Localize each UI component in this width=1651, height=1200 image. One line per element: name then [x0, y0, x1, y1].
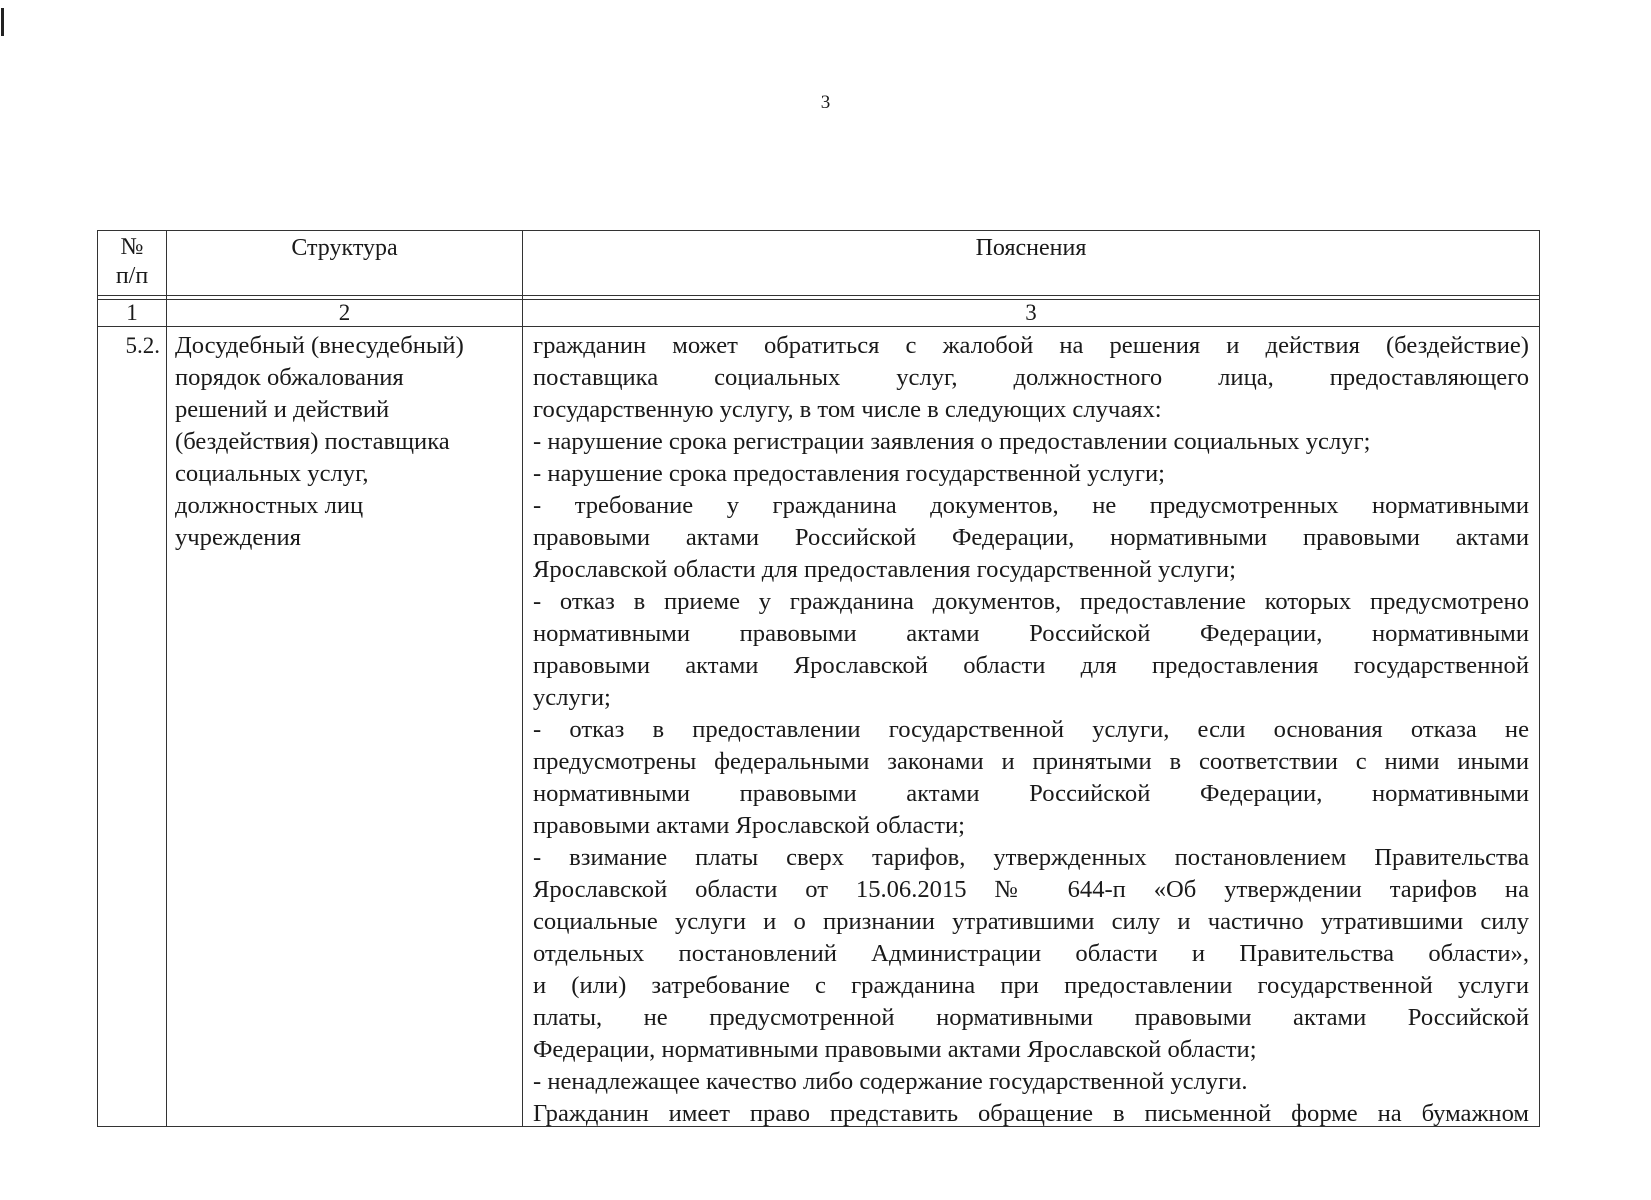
explanation-line: платы, не предусмотренной нормативными правовыми актами Российской: [533, 1004, 1529, 1031]
header-num-line-2: п/п: [115, 263, 149, 289]
explanation-line: - отказ в приеме у гражданина документов, предоставление которых предусмотрено: [533, 588, 1529, 615]
structure-line: (бездействия) поставщика: [175, 428, 450, 455]
explanation-line: - отказ в предоставлении государственной услуги, если основания отказа не: [533, 716, 1529, 743]
structure-cell: [167, 327, 523, 1127]
explanation-line: правовыми актами Ярославской области для предоставления государственной: [533, 652, 1529, 679]
explanation-line: Гражданин имеет право представить обращение в письменной форме на бумажном: [533, 1100, 1529, 1126]
explanation-line: Ярославской области для предоставления государственной услуги;: [533, 556, 1236, 583]
page-number: 3: [820, 92, 831, 113]
explanation-line: - требование у гражданина документов, не предусмотренных нормативными: [533, 492, 1529, 519]
explanation-line: - ненадлежащее качество либо содержание государственной услуги.: [533, 1068, 1248, 1095]
table-header-row: [98, 231, 1540, 296]
explanation-line: - нарушение срока регистрации заявления о предоставлении социальных услуг;: [533, 428, 1371, 455]
explanation-line: Федерации, нормативными правовыми актами Ярославской области;: [533, 1036, 1257, 1063]
explanation-line: - нарушение срока предоставления государственной услуги;: [533, 460, 1165, 487]
explanation-line: нормативными правовыми актами Российской Федерации, нормативными: [533, 620, 1529, 647]
explanation-cell: [523, 327, 1540, 1127]
explanation-line: нормативными правовыми актами Российской Федерации, нормативными: [533, 780, 1529, 807]
column-number: 2: [167, 300, 523, 327]
header-num-line-1: №: [120, 234, 144, 260]
explanation-line: поставщика социальных услуг, должностного лица, предоставляющего: [533, 364, 1529, 391]
structure-line: должностных лиц: [175, 492, 364, 519]
header-structure: Структура: [167, 231, 523, 296]
explanation-line: государственную услугу, в том числе в следующих случаях:: [533, 396, 1162, 423]
explanation-line: Ярославской области от 15.06.2015 № 644-п «Об утверждении тарифов на: [533, 876, 1529, 903]
column-number-row: [98, 300, 1540, 327]
header-num: [98, 231, 167, 296]
explanation-line: услуги;: [533, 684, 611, 711]
column-number: 1: [98, 300, 167, 327]
explanation-line: правовыми актами Российской Федерации, нормативными правовыми актами: [533, 524, 1529, 551]
structure-line: социальных услуг,: [175, 460, 369, 487]
column-number: 3: [523, 300, 1540, 327]
explanation-line: и (или) затребование с гражданина при предоставлении государственной услуги: [533, 972, 1529, 999]
explanation-line: правовыми актами Ярославской области;: [533, 812, 965, 839]
table-row: [98, 327, 1540, 1127]
explanation-line: предусмотрены федеральными законами и принятыми в соответствии с ними иными: [533, 748, 1529, 775]
structure-line: порядок обжалования: [175, 364, 404, 391]
explanation-line: социальные услуги и о признании утратившими силу и частично утратившими силу: [533, 908, 1529, 935]
row-number: 5.2.: [98, 327, 167, 1127]
document-table: [97, 230, 1540, 1127]
explanation-line: - взимание платы сверх тарифов, утвержденных постановлением Правительства: [533, 844, 1529, 871]
header-explanation: Пояснения: [523, 231, 1540, 296]
scan-edge-mark: [1, 8, 4, 36]
structure-line: Досудебный (внесудебный): [175, 332, 464, 359]
structure-line: решений и действий: [175, 396, 390, 423]
explanation-line: гражданин может обратиться с жалобой на решения и действия (бездействие): [533, 332, 1529, 359]
explanation-line: отдельных постановлений Администрации области и Правительства области»,: [533, 940, 1529, 967]
structure-line: учреждения: [175, 524, 301, 551]
